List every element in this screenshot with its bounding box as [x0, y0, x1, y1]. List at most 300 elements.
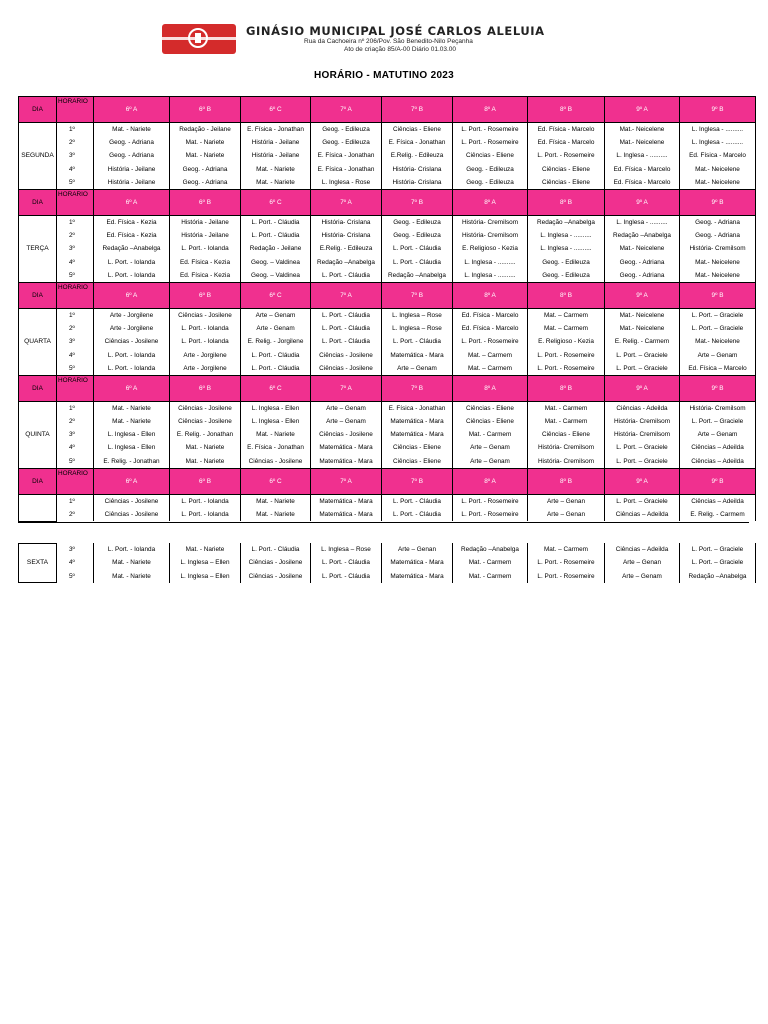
- header-horario: HORARIO: [57, 468, 94, 494]
- schedule-cell: L. Inglesa - Ellen: [241, 401, 311, 415]
- schedule-cell: L. Port. - Cláudia: [311, 322, 382, 335]
- schedule-cell: Mat. – Carmem: [528, 322, 605, 335]
- schedule-cell: História- Cremilsom: [605, 428, 680, 441]
- header-class: 7º A: [311, 468, 382, 494]
- slot-label: 3º: [57, 242, 94, 255]
- header-class: 6º C: [241, 468, 311, 494]
- table-row: [19, 256, 756, 269]
- schedule-cell: Mat. - Nariete: [94, 570, 170, 583]
- schedule-cell: Arte – Genam: [453, 455, 528, 469]
- schedule-cell: Arte – Genam: [680, 428, 756, 441]
- table-row: [19, 556, 756, 569]
- schedule-cell: Ed. Física - Kezia: [94, 215, 170, 229]
- schedule-cell: Geog. - Edileuza: [528, 256, 605, 269]
- schedule-cell: L. Port. - Iolanda: [94, 269, 170, 283]
- slot-label: 3º: [57, 428, 94, 441]
- schedule-cell: Mat. - Carmem: [453, 556, 528, 569]
- schedule-cell: Ed. Física - Marcelo: [453, 308, 528, 322]
- schedule-cell: Ciências - Eliene: [453, 401, 528, 415]
- schedule-cell: História- Cremilsom: [528, 441, 605, 454]
- schedule-cell: Ciências - Josilene: [94, 508, 170, 521]
- schedule-cell: L. Port. - Rosemeire: [528, 570, 605, 583]
- schedule-cell: História - Jeilane: [170, 215, 241, 229]
- schedule-cell: Mat. - Nariete: [241, 494, 311, 508]
- schedule-cell: Mat. - Nariete: [170, 149, 241, 162]
- slot-label: 5º: [57, 362, 94, 376]
- day-label: SEGUNDA: [19, 123, 57, 190]
- schedule-cell: Mat. – Carmem: [528, 308, 605, 322]
- school-logo: [162, 24, 236, 54]
- schedule-cell: História - Jeilane: [94, 176, 170, 190]
- schedule-cell: Ed. Física - Kezia: [94, 229, 170, 242]
- schedule-cell: Ciências - Eliene: [382, 455, 453, 469]
- schedule-cell: L. Inglesa - ..........: [605, 149, 680, 162]
- schedule-cell: E. Relig. - Carmem: [680, 508, 756, 521]
- schedule-cell: Geog. - Adriana: [170, 163, 241, 176]
- header-class: 7º B: [382, 282, 453, 308]
- schedule-cell: Mat. - Nariete: [170, 455, 241, 469]
- table-row: [19, 494, 756, 508]
- schedule-cell: Redação –Anabelga: [453, 543, 528, 556]
- table-row: [19, 308, 756, 322]
- schedule-cell: L. Port. - Cláudia: [382, 494, 453, 508]
- schedule-cell: História - Jeilane: [170, 229, 241, 242]
- schedule-cell: Geog. - Edileuza: [311, 136, 382, 149]
- header-class: 8º A: [453, 189, 528, 215]
- schedule-cell: L. Port. - Cláudia: [311, 556, 382, 569]
- header-dia: DIA: [19, 282, 57, 308]
- schedule-cell: Geog. - Edileuza: [453, 176, 528, 190]
- schedule-cell: L. Port. - Rosemeire: [453, 335, 528, 348]
- schedule-cell: Redação –Anabelga: [311, 256, 382, 269]
- schedule-cell: Ed. Física – Marcelo: [680, 362, 756, 376]
- schedule-cell: Redação - Jeilane: [241, 242, 311, 255]
- slot-label: 2º: [57, 229, 94, 242]
- schedule-cell: Ciências – Adeilda: [605, 543, 680, 556]
- header-class: 6º A: [94, 97, 170, 123]
- header-class: 6º B: [170, 97, 241, 123]
- schedule-cell: Arte – Genam: [680, 348, 756, 361]
- schedule-cell: Ciências - Josilene: [311, 348, 382, 361]
- header-class: 8º A: [453, 282, 528, 308]
- slot-label: 4º: [57, 441, 94, 454]
- schedule-cell: E.Relig. - Edileuza: [382, 149, 453, 162]
- schedule-cell: E. Religioso - Kezia: [453, 242, 528, 255]
- schedule-cell: Ciências - Eliene: [453, 415, 528, 428]
- header-class: 9º A: [605, 282, 680, 308]
- schedule-cell: Ed. Física - Marcelo: [605, 176, 680, 190]
- schedule-cell: Mat. - Carmem: [528, 401, 605, 415]
- schedule-cell: L. Inglesa – Rose: [382, 322, 453, 335]
- schedule-cell: Arte - Jorgilene: [94, 308, 170, 322]
- schedule-cell: L. Port. - Cláudia: [311, 269, 382, 283]
- header-class: 9º B: [680, 189, 756, 215]
- header-row: [19, 468, 756, 494]
- schedule-cell: L. Inglesa - ..........: [680, 123, 756, 137]
- schedule-cell: Arte - Genam: [241, 322, 311, 335]
- schedule-cell: Ed. Física - Marcelo: [528, 123, 605, 137]
- schedule-cell: E. Física - Jonathan: [311, 149, 382, 162]
- schedule-cell: Redação –Anabelga: [605, 229, 680, 242]
- schedule-cell: Arte – Genam: [241, 308, 311, 322]
- schedule-cell: Ciências - Josilene: [94, 335, 170, 348]
- header-class: 7º B: [382, 468, 453, 494]
- schedule-cell: Arte – Genam: [311, 415, 382, 428]
- header-class: 6º A: [94, 189, 170, 215]
- page-title: HORÁRIO - MATUTINO 2023: [313, 70, 455, 81]
- day-label: SEXTA: [19, 543, 57, 583]
- schedule-cell: L. Inglesa - Rose: [311, 176, 382, 190]
- schedule-cell: Matemática - Mara: [311, 441, 382, 454]
- schedule-cell: Arte - Jorgilene: [170, 362, 241, 376]
- schedule-cell: Ed. Física - Marcelo: [453, 322, 528, 335]
- table-row: [19, 335, 756, 348]
- header-class: 8º A: [453, 97, 528, 123]
- schedule-cell: Matemática - Mara: [382, 428, 453, 441]
- header-class: 8º B: [528, 468, 605, 494]
- header-class: 6º A: [94, 282, 170, 308]
- schedule-cell: L. Port. - Rosemeire: [453, 123, 528, 137]
- schedule-cell: Mat.- Neicelene: [605, 242, 680, 255]
- schedule-cell: L. Port. – Graciele: [605, 348, 680, 361]
- schedule-cell: L. Inglesa – Ellen: [170, 570, 241, 583]
- day-label: QUINTA: [19, 401, 57, 468]
- school-address: Rua da Cachoeira nº 206/Pov. São Benedito-Nilo Peçanha: [304, 38, 473, 45]
- schedule-cell: Arte – Genan: [382, 543, 453, 556]
- table-row: [19, 242, 756, 255]
- table-row: [19, 455, 756, 469]
- schedule-cell: Geog. - Edileuza: [382, 229, 453, 242]
- schedule-cell: Ciências - Josilene: [94, 494, 170, 508]
- slot-label: 5º: [57, 269, 94, 283]
- table-row: [19, 415, 756, 428]
- header-class: 7º A: [311, 97, 382, 123]
- schedule-cell: L. Port. - Rosemeire: [528, 348, 605, 361]
- schedule-cell: Ciências - Josilene: [241, 556, 311, 569]
- header-class: 7º B: [382, 97, 453, 123]
- schedule-cell: História- Cremilsom: [528, 455, 605, 469]
- schedule-cell: Redação –Anabelga: [680, 570, 756, 583]
- schedule-cell: Mat.- Neicelene: [680, 176, 756, 190]
- schedule-cell: Matemática - Mara: [382, 570, 453, 583]
- schedule-cell: L. Inglesa - ..........: [453, 256, 528, 269]
- schedule-cell: L. Port. – Graciele: [680, 543, 756, 556]
- table-gap: [18, 522, 749, 543]
- schedule-cell: Mat. – Carmem: [453, 362, 528, 376]
- slot-label: 2º: [57, 508, 94, 521]
- schedule-cell: Arte – Genam: [605, 570, 680, 583]
- schedule-cell: Ciências – Adeilda: [680, 441, 756, 454]
- schedule-cell: L. Port. - Cláudia: [311, 308, 382, 322]
- schedule-cell: L. Port. – Graciele: [605, 441, 680, 454]
- header-dia: DIA: [19, 189, 57, 215]
- slot-label: 5º: [57, 570, 94, 583]
- schedule-cell: Arte – Genan: [605, 556, 680, 569]
- schedule-cell: L. Inglesa - ..........: [680, 136, 756, 149]
- header-class: 6º B: [170, 375, 241, 401]
- schedule-cell: L. Port. - Cláudia: [382, 242, 453, 255]
- schedule-cell: História- Cremilsom: [453, 229, 528, 242]
- schedule-cell: L. Port. - Cláudia: [241, 543, 311, 556]
- schedule-cell: Ciências - Josilene: [170, 415, 241, 428]
- school-header: [162, 24, 602, 58]
- schedule-cell: L. Port. - Rosemeire: [453, 508, 528, 521]
- schedule-cell: Mat. - Nariete: [94, 415, 170, 428]
- schedule-cell: História - Jeilane: [94, 163, 170, 176]
- schedule-cell: Ciências - Josilene: [311, 362, 382, 376]
- slot-label: 4º: [57, 256, 94, 269]
- header-class: 8º B: [528, 375, 605, 401]
- schedule-cell: História - Jeilane: [241, 136, 311, 149]
- header-class: 6º C: [241, 375, 311, 401]
- schedule-cell: E. Relig. - Jonathan: [94, 455, 170, 469]
- schedule-cell: L. Inglesa - Ellen: [241, 415, 311, 428]
- schedule-cell: História- Crislana: [311, 229, 382, 242]
- slot-label: 3º: [57, 149, 94, 162]
- table-row: [19, 570, 756, 583]
- header-class: 6º A: [94, 468, 170, 494]
- header-class: 9º B: [680, 97, 756, 123]
- table-row: [19, 269, 756, 283]
- slot-label: 3º: [57, 543, 94, 556]
- schedule-cell: E.Relig. - Edileuza: [311, 242, 382, 255]
- slot-label: 3º: [57, 335, 94, 348]
- schedule-cell: L. Inglesa – Ellen: [170, 556, 241, 569]
- schedule-cell: L. Inglesa - ..........: [528, 229, 605, 242]
- schedule-cell: História- Cremilsom: [453, 215, 528, 229]
- school-name: GINÁSIO MUNICIPAL JOSÉ CARLOS ALELUIA: [246, 24, 545, 38]
- schedule-cell: Mat. - Nariete: [94, 123, 170, 137]
- schedule-cell: E. Relig. - Jonathan: [170, 428, 241, 441]
- header-class: 6º B: [170, 189, 241, 215]
- slot-label: 4º: [57, 348, 94, 361]
- slot-label: 2º: [57, 415, 94, 428]
- header-row: [19, 282, 756, 308]
- header-class: 7º B: [382, 375, 453, 401]
- schedule-cell: L. Inglesa - Ellen: [94, 428, 170, 441]
- schedule-cell: L. Port. - Iolanda: [94, 543, 170, 556]
- schedule-table: [18, 96, 756, 522]
- schedule-cell: Redação –Anabelga: [94, 242, 170, 255]
- schedule-cell: L. Inglesa - ..........: [605, 215, 680, 229]
- schedule-cell: Mat. – Carmem: [453, 348, 528, 361]
- schedule-cell: Mat.- Neicelene: [605, 136, 680, 149]
- header-row: [19, 375, 756, 401]
- table-row: [19, 348, 756, 361]
- header-class: 8º B: [528, 97, 605, 123]
- schedule-cell: Geog. - Edileuza: [453, 163, 528, 176]
- schedule-cell: E. Relig. - Carmem: [605, 335, 680, 348]
- header-class: 6º C: [241, 97, 311, 123]
- table-row: [19, 401, 756, 415]
- schedule-cell: Mat. - Nariete: [241, 428, 311, 441]
- schedule-cell: Mat. - Nariete: [241, 508, 311, 521]
- header-class: 8º A: [453, 468, 528, 494]
- schedule-cell: Ciências - Eliene: [528, 163, 605, 176]
- schedule-cell: E. Física - Jonathan: [311, 163, 382, 176]
- schedule-cell: L. Port. - Cláudia: [382, 508, 453, 521]
- schedule-cell: Geog. - Edileuza: [528, 269, 605, 283]
- schedule-cell: Ciências - Adeilda: [605, 401, 680, 415]
- schedule-cell: Arte – Genan: [528, 494, 605, 508]
- schedule-cell: Arte – Genan: [528, 508, 605, 521]
- header-class: 9º A: [605, 97, 680, 123]
- schedule-cell: História- Crislana: [311, 215, 382, 229]
- schedule-cell: Geog. – Valdinea: [241, 269, 311, 283]
- header-class: 9º B: [680, 468, 756, 494]
- schedule-cell: Matemática - Mara: [311, 508, 382, 521]
- schedule-cell: L. Port. – Graciele: [605, 362, 680, 376]
- schedule-cell: Matemática - Mara: [382, 556, 453, 569]
- header-horario: HORARIO: [57, 282, 94, 308]
- header-class: 6º C: [241, 189, 311, 215]
- table-row: [19, 123, 756, 137]
- schedule-cell: Mat. - Carmem: [453, 428, 528, 441]
- schedule-cell: Mat.- Neicelene: [680, 269, 756, 283]
- slot-label: 2º: [57, 136, 94, 149]
- schedule-cell: Mat.- Neicelene: [680, 256, 756, 269]
- header-class: 6º B: [170, 468, 241, 494]
- schedule-cell: Geog. - Adriana: [605, 269, 680, 283]
- schedule-cell: Mat. - Nariete: [170, 543, 241, 556]
- header-class: 8º B: [528, 189, 605, 215]
- schedule-cell: L. Port. - Rosemeire: [453, 494, 528, 508]
- header-dia: DIA: [19, 375, 57, 401]
- header-class: 6º C: [241, 282, 311, 308]
- schedule-cell: Ciências - Josilene: [241, 455, 311, 469]
- schedule-cell: Ed. Física - Kezia: [170, 269, 241, 283]
- schedule-cell: Arte – Genam: [311, 401, 382, 415]
- slot-label: 1º: [57, 401, 94, 415]
- slot-label: 4º: [57, 556, 94, 569]
- schedule-cell: Mat. - Nariete: [241, 163, 311, 176]
- schedule-cell: Mat. - Nariete: [241, 176, 311, 190]
- day-label: TERÇA: [19, 215, 57, 282]
- schedule-cell: L. Port. - Iolanda: [170, 494, 241, 508]
- slot-label: 1º: [57, 215, 94, 229]
- slot-label: 2º: [57, 322, 94, 335]
- slot-label: 5º: [57, 176, 94, 190]
- schedule-cell: L. Inglesa – Rose: [382, 308, 453, 322]
- schedule-cell: L. Port. - Cláudia: [241, 215, 311, 229]
- header-class: 6º B: [170, 282, 241, 308]
- schedule-cell: História- Cremilsom: [680, 242, 756, 255]
- slot-label: 1º: [57, 123, 94, 137]
- schedule-cell: L. Port. - Cláudia: [241, 229, 311, 242]
- schedule-cell: L. Port. - Cláudia: [241, 348, 311, 361]
- schedule-cell: Matemática - Mara: [382, 415, 453, 428]
- slot-label: 5º: [57, 455, 94, 469]
- schedule-cell: Geog. - Adriana: [680, 215, 756, 229]
- schedule-cell: L. Port. - Cláudia: [241, 362, 311, 376]
- header-class: 7º A: [311, 282, 382, 308]
- schedule-cell: Ciências - Josilene: [241, 570, 311, 583]
- schedule-cell: L. Port. – Graciele: [680, 322, 756, 335]
- schedule-cell: Geog. - Adriana: [94, 136, 170, 149]
- header-class: 7º B: [382, 189, 453, 215]
- table-row: [19, 508, 756, 521]
- schedule-cell: L. Inglesa - ..........: [528, 242, 605, 255]
- schedule-cell: Mat. – Carmem: [528, 543, 605, 556]
- header-class: 7º A: [311, 189, 382, 215]
- table-row: [19, 428, 756, 441]
- schedule-cell: Matemática - Mara: [311, 455, 382, 469]
- schedule-cell: E. Religioso - Kezia: [528, 335, 605, 348]
- table-row: [19, 229, 756, 242]
- schedule-cell: L. Port. - Iolanda: [170, 508, 241, 521]
- schedule-cell: L. Port. - Rosemeire: [453, 136, 528, 149]
- schedule-cell: Ciências - Josilene: [170, 401, 241, 415]
- schedule-cell: L. Port. – Graciele: [605, 494, 680, 508]
- header-class: 8º A: [453, 375, 528, 401]
- schedule-cell: Mat. - Nariete: [170, 136, 241, 149]
- slot-label: 1º: [57, 494, 94, 508]
- table-row: [19, 543, 756, 556]
- schedule-cell: Ciências – Adeilda: [680, 455, 756, 469]
- schedule-cell: Ed. Física - Kezia: [170, 256, 241, 269]
- schedule-cell: Mat. - Carmem: [453, 570, 528, 583]
- header-class: 6º A: [94, 375, 170, 401]
- schedule-cell: Arte - Jorgilene: [94, 322, 170, 335]
- schedule-cell: L. Port. - Cláudia: [382, 256, 453, 269]
- schedule-cell: Ciências - Eliene: [382, 441, 453, 454]
- schedule-cell: Geog. - Adriana: [94, 149, 170, 162]
- schedule-cell: Ed. Física - Marcelo: [605, 163, 680, 176]
- schedule-cell: L. Port. - Rosemeire: [528, 362, 605, 376]
- schedule-cell: História- Crislana: [382, 163, 453, 176]
- schedule-cell: Mat.- Neicelene: [605, 123, 680, 137]
- table-row: [19, 322, 756, 335]
- schedule-cell: E. Física - Jonathan: [241, 123, 311, 137]
- schedule-cell: L. Port. – Graciele: [605, 455, 680, 469]
- schedule-cell: Matemática - Mara: [311, 494, 382, 508]
- header-class: 9º A: [605, 468, 680, 494]
- schedule-cell: História - Jeilane: [241, 149, 311, 162]
- header-horario: HORARIO: [57, 375, 94, 401]
- schedule-cell: Mat. - Nariete: [94, 401, 170, 415]
- schedule-cell: Redação –Anabelga: [528, 215, 605, 229]
- schedule-cell: Mat.- Neicelene: [605, 308, 680, 322]
- table-row: [19, 176, 756, 190]
- schedule-cell: E. Relig. - Jorgilene: [241, 335, 311, 348]
- schedule-tables: [18, 96, 749, 583]
- schedule-cell: História- Cremilsom: [680, 401, 756, 415]
- header-class: 7º A: [311, 375, 382, 401]
- schedule-cell: E. Física - Jonathan: [382, 401, 453, 415]
- schedule-cell: Mat. - Nariete: [170, 441, 241, 454]
- schedule-cell: Ciências - Josilene: [170, 308, 241, 322]
- header-class: 9º A: [605, 375, 680, 401]
- schedule-cell: L. Inglesa – Rose: [311, 543, 382, 556]
- header-class: 9º B: [680, 282, 756, 308]
- day-label: QUARTA: [19, 308, 57, 375]
- header-horario: HORARIO: [57, 97, 94, 123]
- schedule-cell: Geog. - Edileuza: [311, 123, 382, 137]
- slot-label: 4º: [57, 163, 94, 176]
- schedule-cell: L. Port. - Iolanda: [94, 362, 170, 376]
- schedule-cell: E. Física - Jonathan: [241, 441, 311, 454]
- schedule-cell: L. Port. - Cláudia: [311, 335, 382, 348]
- schedule-cell: L. Port. – Graciele: [680, 556, 756, 569]
- schedule-cell: L. Inglesa - Ellen: [94, 441, 170, 454]
- schedule-cell: L. Port. - Rosemeire: [528, 149, 605, 162]
- schedule-cell: Redação - Jeilane: [170, 123, 241, 137]
- schedule-cell: Ciências - Eliene: [382, 123, 453, 137]
- header-class: 9º A: [605, 189, 680, 215]
- schedule-cell: Ciências - Eliene: [453, 149, 528, 162]
- schedule-cell: Geog. - Adriana: [170, 176, 241, 190]
- header-row: [19, 189, 756, 215]
